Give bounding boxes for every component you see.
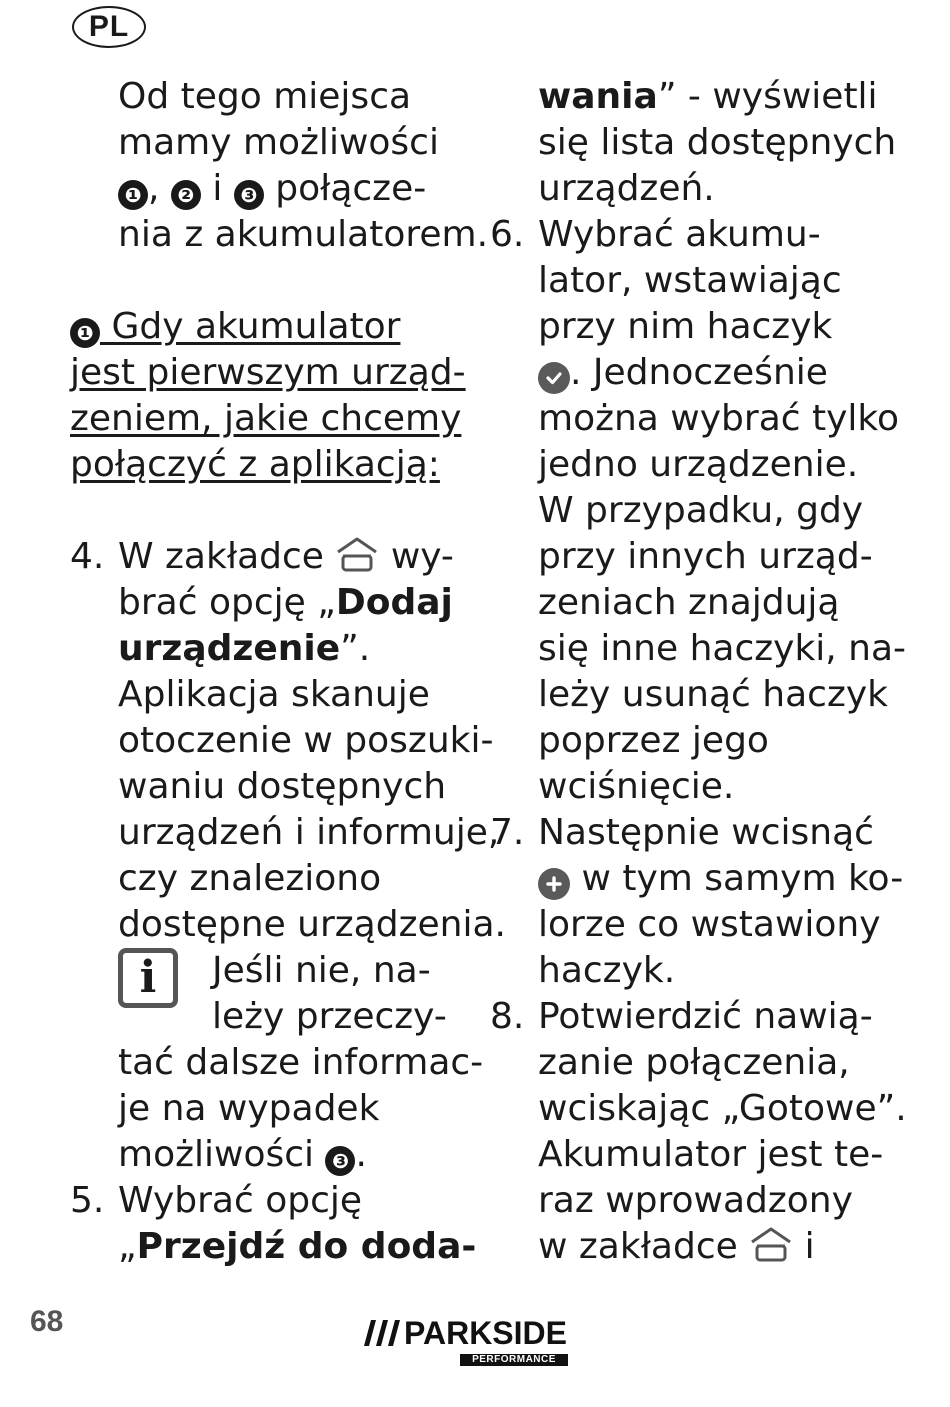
heading-line: zeniem, jakie chcemy (70, 398, 462, 439)
step-6-line: wciśnięcie. (538, 766, 735, 807)
page-number: 68 (30, 1305, 64, 1338)
step-text: . Jednocześnie (570, 352, 828, 393)
checkmark-icon (538, 362, 570, 394)
heading-line: połączyć z aplikacją: (70, 444, 440, 485)
step-text: Wybrać akumu- (538, 214, 821, 255)
step-7-line (490, 856, 920, 902)
option-name: urządzenie (118, 628, 341, 669)
step-4-line: czy znaleziono (118, 858, 382, 899)
step-6-line (490, 350, 920, 396)
intro-line: Od tego miejsca (118, 76, 412, 117)
step-text: „ (118, 1226, 137, 1267)
option-1-heading (70, 304, 470, 350)
option-1-marker-icon: ❶ (70, 318, 100, 348)
step-6-line: przy nim haczyk (538, 306, 833, 347)
option-3-marker-icon: ❸ (325, 1146, 355, 1176)
step-text: Potwierdzić nawią- (538, 996, 873, 1037)
step-text: ”. (340, 628, 371, 669)
step-4-line: urządzeń i informuje, (118, 812, 500, 853)
step-6-line: poprzez jego (538, 720, 769, 761)
intro-text: połącze- (263, 168, 427, 209)
step-6-line: się inne haczyki, na- (538, 628, 907, 669)
step-8-line (490, 994, 920, 1040)
heading-text: Gdy akumulator (100, 306, 401, 347)
step-4-line: je na wypadek (118, 1088, 380, 1129)
step-7-line: haczyk. (538, 950, 676, 991)
step-text: Wybrać opcję (118, 1180, 363, 1221)
step-text: ” - wyświetli (657, 76, 878, 117)
option-name: wania (538, 76, 658, 117)
language-badge: PL (72, 6, 146, 48)
step-8-line: Akumulator jest te- (538, 1134, 884, 1175)
intro-line: mamy możliwości (118, 122, 439, 163)
info-line: Jeśli nie, na- (212, 950, 431, 991)
brand-subline: PERFORMANCE (460, 1354, 568, 1366)
step-6-line: jedno urządzenie. (538, 444, 859, 485)
step-text: możliwości (118, 1134, 326, 1175)
option-1-marker-icon: ❶ (118, 180, 148, 210)
step-6-line: lator, wstawiając (538, 260, 842, 301)
logo-slashes-icon (358, 1318, 402, 1348)
home-tab-icon (335, 536, 379, 574)
info-icon: i (118, 948, 178, 1008)
step-4-line: otoczenie w poszuki- (118, 720, 494, 761)
step-5-line (490, 74, 920, 120)
step-number: 6. (490, 214, 525, 255)
step-4-line: Aplikacja skanuje (118, 674, 430, 715)
intro-line (70, 166, 470, 212)
left-column (70, 74, 506, 1270)
parkside-logo (358, 1316, 570, 1368)
step-number: 5. (70, 1180, 105, 1221)
step-4-line (70, 1132, 470, 1178)
intro-line: nia z akumulatorem. (118, 214, 489, 255)
step-7-line (490, 810, 920, 856)
step-5-line: urządzeń. (538, 168, 715, 209)
step-text: Następnie wcisnąć (538, 812, 874, 853)
step-number: 8. (490, 996, 525, 1037)
step-7-line: lorze co wstawiony (538, 904, 881, 945)
step-6-line: zeniach znajdują (538, 582, 840, 623)
option-3-marker-icon: ❸ (234, 180, 264, 210)
step-4-line: tać dalsze informac- (118, 1042, 484, 1083)
step-6-line: leży usunąć haczyk (538, 674, 889, 715)
option-name: Przejdź do doda- (136, 1226, 477, 1267)
step-4-line (70, 534, 470, 580)
plus-icon (538, 868, 570, 900)
heading-line: jest pierwszym urząd- (70, 352, 466, 393)
right-column (490, 74, 920, 1270)
step-8-line: raz wprowadzony (538, 1180, 853, 1221)
option-2-marker-icon: ❷ (171, 180, 201, 210)
intro-text: i (200, 168, 234, 209)
step-text: wy- (379, 536, 454, 577)
step-6-line: W przypadku, gdy (538, 490, 864, 531)
step-6-line: przy innych urząd- (538, 536, 873, 577)
home-tab-icon (749, 1226, 793, 1264)
step-text: . (355, 1134, 367, 1175)
step-8-line (490, 1224, 920, 1270)
step-4-line: dostępne urządzenia. (118, 904, 506, 945)
step-text: W zakładce (118, 536, 336, 577)
step-number: 4. (70, 536, 105, 577)
info-note (70, 948, 470, 1040)
step-text: i (793, 1226, 815, 1267)
step-text: w zakładce (538, 1226, 750, 1267)
step-6-line (490, 212, 920, 258)
step-6-line: można wybrać tylko (538, 398, 900, 439)
step-4-line (70, 580, 470, 626)
step-5-line (70, 1224, 477, 1270)
step-number: 7. (490, 812, 525, 853)
intro-text: , (148, 168, 171, 209)
info-line: leży przeczy- (212, 996, 447, 1037)
step-4-line (70, 626, 470, 672)
step-5-line (70, 1178, 470, 1224)
step-8-line: zanie połączenia, (538, 1042, 850, 1083)
step-5-line: się lista dostępnych (538, 122, 897, 163)
step-text: brać opcję „ (118, 582, 336, 623)
step-8-line: wciskając „Gotowe”. (538, 1088, 907, 1129)
brand-name: PARKSIDE (404, 1315, 567, 1351)
step-4-line: waniu dostępnych (118, 766, 447, 807)
option-name: Dodaj (335, 582, 453, 623)
step-text: w tym samym ko- (570, 858, 904, 899)
